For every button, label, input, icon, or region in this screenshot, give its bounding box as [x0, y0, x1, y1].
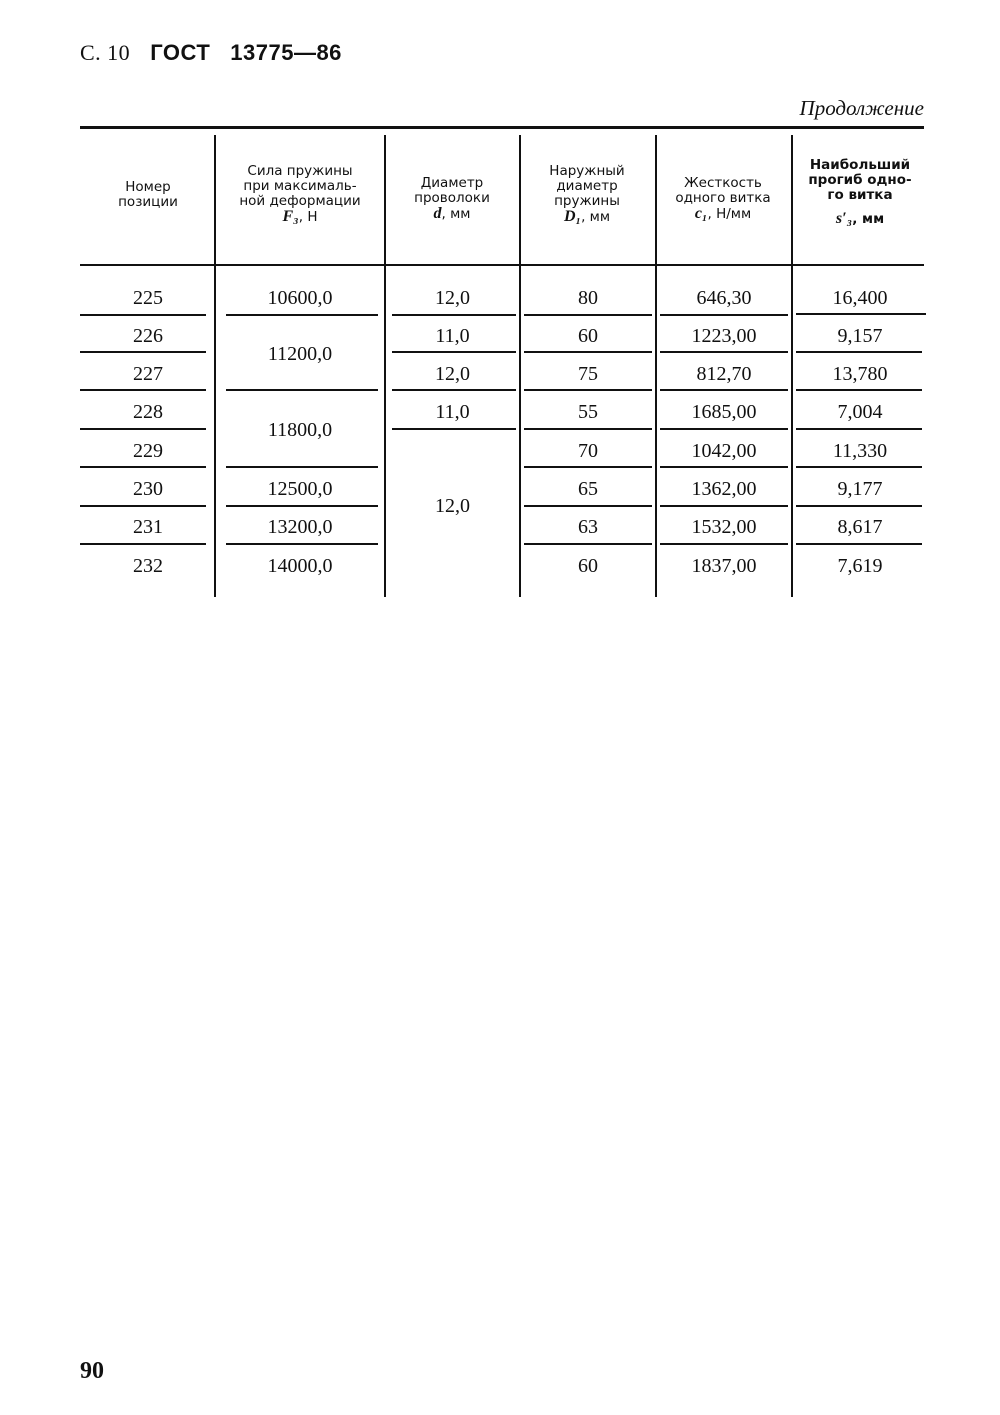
cell-deflection: 7,004: [837, 401, 883, 423]
row-rule: [660, 428, 788, 430]
row-rule: [660, 351, 788, 353]
table-header-rule: [80, 264, 924, 266]
continuation-label: Продолжение: [799, 96, 924, 120]
row-rule: [660, 389, 788, 391]
cell-stiffness: 1223,00: [691, 325, 757, 347]
row-rule: [80, 543, 206, 545]
row-rule: [80, 351, 206, 353]
cell-position: 225: [133, 287, 163, 309]
standard-label: ГОСТ: [150, 40, 211, 65]
row-rule: [80, 314, 206, 316]
row-rule: [524, 351, 652, 353]
cell-wire-diameter: 11,0: [435, 325, 470, 347]
cell-deflection: 9,157: [837, 325, 883, 347]
col-header-wire-diameter: Диаметр проволоки d, мм: [414, 175, 490, 222]
row-rule: [660, 543, 788, 545]
cell-force: 10600,0: [267, 287, 333, 309]
cell-outer-diameter: 70: [578, 440, 598, 462]
cell-stiffness: 646,30: [696, 287, 752, 309]
cell-deflection: 9,177: [837, 478, 883, 500]
cell-force: 11200,0: [267, 343, 333, 365]
row-rule: [524, 543, 652, 545]
cell-outer-diameter: 60: [578, 555, 598, 577]
cell-position: 230: [133, 478, 163, 500]
row-rule: [392, 389, 516, 391]
cell-force: 11800,0: [267, 419, 333, 441]
row-rule: [80, 466, 206, 468]
cell-outer-diameter: 63: [578, 516, 598, 538]
cell-wire-diameter: 12,0: [435, 495, 470, 517]
cell-outer-diameter: 75: [578, 363, 598, 385]
row-rule: [796, 543, 922, 545]
col-header-deflection: Наибольший прогиб одно- го витка s′₃, мм: [808, 157, 912, 227]
row-rule: [392, 314, 516, 316]
cell-stiffness: 1362,00: [691, 478, 757, 500]
row-rule: [660, 466, 788, 468]
cell-deflection: 8,617: [837, 516, 883, 538]
row-rule: [392, 428, 516, 430]
row-rule: [660, 505, 788, 507]
cell-stiffness: 1532,00: [691, 516, 757, 538]
row-rule: [796, 428, 922, 430]
cell-wire-diameter: 12,0: [435, 287, 470, 309]
row-rule: [392, 351, 516, 353]
cell-stiffness: 1685,00: [691, 401, 757, 423]
table-top-rule: [80, 126, 924, 129]
row-rule: [524, 389, 652, 391]
row-rule: [660, 314, 788, 316]
cell-outer-diameter: 65: [578, 478, 598, 500]
row-rule: [524, 314, 652, 316]
cell-position: 226: [133, 325, 163, 347]
cell-position: 232: [133, 555, 163, 577]
row-rule: [524, 466, 652, 468]
cell-stiffness: 1042,00: [691, 440, 757, 462]
row-rule: [226, 543, 378, 545]
cell-position: 228: [133, 401, 163, 423]
cell-deflection: 11,330: [832, 440, 888, 462]
cell-force: 13200,0: [267, 516, 333, 538]
col-header-outer-diameter: Наружный диаметр пружины D₁, мм: [549, 163, 625, 225]
row-rule: [796, 313, 926, 315]
cell-force: 12500,0: [267, 478, 333, 500]
row-rule: [524, 428, 652, 430]
cell-deflection: 16,400: [832, 287, 888, 309]
cell-outer-diameter: 60: [578, 325, 598, 347]
cell-deflection: 7,619: [837, 555, 883, 577]
row-rule: [80, 389, 206, 391]
cell-position: 227: [133, 363, 163, 385]
row-rule: [80, 428, 206, 430]
row-rule: [80, 505, 206, 507]
cell-stiffness: 812,70: [696, 363, 752, 385]
row-rule: [524, 505, 652, 507]
cell-wire-diameter: 11,0: [435, 401, 470, 423]
col-header-position: Номер позиции: [118, 179, 178, 210]
cell-force: 14000,0: [267, 555, 333, 577]
cell-deflection: 13,780: [832, 363, 888, 385]
standard-number: 13775—86: [230, 40, 342, 65]
row-rule: [226, 314, 378, 316]
cell-wire-diameter: 12,0: [435, 363, 470, 385]
row-rule: [226, 466, 378, 468]
row-rule: [796, 351, 922, 353]
row-rule: [796, 466, 922, 468]
cell-outer-diameter: 55: [578, 401, 598, 423]
row-rule: [226, 505, 378, 507]
page-label: С. 10: [80, 40, 131, 65]
page-header: [80, 40, 342, 66]
cell-stiffness: 1837,00: [691, 555, 757, 577]
page-number: 90: [80, 1358, 104, 1384]
cell-outer-diameter: 80: [578, 287, 598, 309]
row-rule: [796, 505, 922, 507]
col-header-force: Сила пружины при максималь- ной деформации F₃, Н: [239, 163, 361, 225]
row-rule: [796, 389, 922, 391]
cell-position: 231: [133, 516, 163, 538]
cell-position: 229: [133, 440, 163, 462]
row-rule: [226, 389, 378, 391]
col-header-stiffness: Жесткость одного витка c₁, Н/мм: [675, 175, 771, 222]
